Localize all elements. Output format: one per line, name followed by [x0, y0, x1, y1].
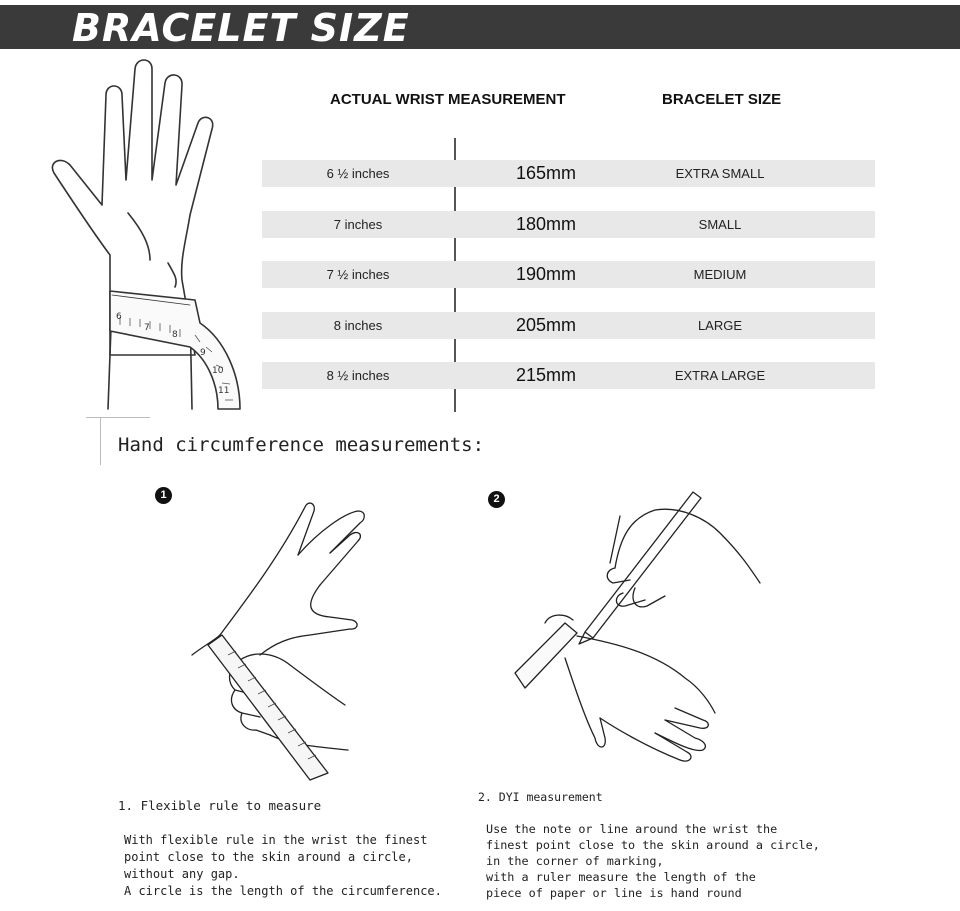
row-inches: 8 ½ inches	[326, 368, 390, 383]
row-size: SMALL	[698, 217, 742, 232]
step-1-badge: 1	[155, 487, 172, 504]
row-mm: 165mm	[515, 163, 577, 183]
row-inches: 7 ½ inches	[326, 267, 390, 282]
row-mm: 190mm	[515, 264, 577, 284]
description-line: piece of paper or line is hand round	[486, 886, 742, 900]
step-1-description	[124, 832, 442, 900]
tape-number: 6	[116, 312, 122, 322]
description-line: finest point close to the skin around a circle,	[486, 838, 820, 852]
row-size: EXTRA SMALL	[675, 166, 765, 181]
description-line: With flexible rule in the wrist the finest	[124, 833, 428, 847]
description-line: Use the note or line around the wrist the	[486, 822, 778, 836]
row-inches: 6 ½ inches	[326, 166, 390, 181]
section-title: Hand circumference measurements:	[118, 434, 485, 456]
description-line: with a ruler measure the length of the	[486, 870, 756, 884]
description-line: A circle is the length of the circumference.	[124, 884, 442, 898]
step-1-caption: 1. Flexible rule to measure	[118, 798, 322, 813]
description-line: without any gap.	[124, 867, 240, 881]
row-inches: 8 inches	[333, 318, 383, 333]
section-corner-line	[100, 417, 101, 465]
tape-number: 9	[200, 348, 206, 358]
tape-number: 7	[144, 323, 150, 333]
header-wrist-measurement: ACTUAL WRIST MEASUREMENT	[330, 91, 566, 108]
step-2-badge: 2	[488, 491, 505, 508]
description-line: in the corner of marking,	[486, 854, 664, 868]
table-row	[262, 312, 875, 339]
banner-title: BRACELET SIZE	[72, 6, 410, 50]
tape-number: 8	[172, 330, 178, 340]
title-banner	[0, 5, 960, 49]
row-mm: 205mm	[515, 315, 577, 335]
section-corner-line	[86, 417, 150, 418]
step-2-caption: 2. DYI measurement	[478, 790, 603, 804]
row-inches: 7 inches	[333, 217, 383, 232]
tape-number: 10	[212, 366, 224, 376]
description-line: point close to the skin around a circle,	[124, 850, 413, 864]
row-mm: 180mm	[515, 214, 577, 234]
step-2-description	[486, 821, 820, 901]
row-size: LARGE	[697, 318, 743, 333]
row-mm: 215mm	[515, 365, 577, 385]
flexible-rule-illustration	[180, 495, 380, 785]
table-row	[262, 160, 875, 187]
header-bracelet-size: BRACELET SIZE	[662, 91, 782, 108]
hand-tape-illustration	[40, 55, 250, 415]
dyi-measurement-illustration	[505, 488, 780, 778]
tape-number: 11	[218, 386, 230, 396]
row-size: MEDIUM	[693, 267, 747, 282]
table-row	[262, 362, 875, 389]
row-size: EXTRA LARGE	[674, 368, 766, 383]
table-row	[262, 211, 875, 238]
table-row	[262, 261, 875, 288]
